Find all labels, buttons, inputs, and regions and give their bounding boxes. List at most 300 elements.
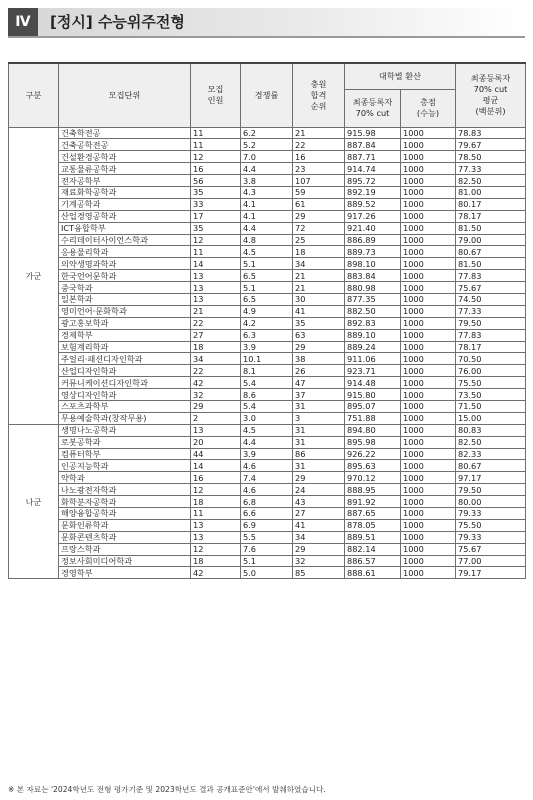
table-row (9, 341, 526, 353)
header-total: 총점 (수능) (401, 89, 456, 127)
percentile-avg: 75.67 (456, 543, 526, 555)
added-rank: 31 (293, 460, 345, 472)
final-cut-score: 915.80 (345, 389, 401, 401)
added-rank: 16 (293, 151, 345, 163)
group-label: 나군 (9, 424, 59, 579)
unit-name: 인공지능학과 (59, 460, 191, 472)
quota: 29 (191, 400, 241, 412)
competition-rate: 7.0 (241, 151, 293, 163)
table-row (9, 151, 526, 163)
competition-rate: 4.5 (241, 424, 293, 436)
header-final-cut: 최종등록자 70% cut (345, 89, 401, 127)
quota: 13 (191, 270, 241, 282)
competition-rate: 6.9 (241, 519, 293, 531)
total-score: 1000 (401, 186, 456, 198)
total-score: 1000 (401, 305, 456, 317)
quota: 35 (191, 222, 241, 234)
table-row (9, 329, 526, 341)
percentile-avg: 78.50 (456, 151, 526, 163)
unit-name: 나노광전자학과 (59, 484, 191, 496)
quota: 13 (191, 424, 241, 436)
total-score: 1000 (401, 234, 456, 246)
quota: 11 (191, 508, 241, 520)
competition-rate: 7.4 (241, 472, 293, 484)
table-row (9, 543, 526, 555)
percentile-avg: 97.17 (456, 472, 526, 484)
percentile-avg: 81.50 (456, 222, 526, 234)
footnote: ※ 본 자료는 '2024학년도 전형 평가기준 및 2023학년도 결과 공개표준안'에서 발췌하였습니다. (8, 785, 326, 794)
final-cut-score: 894.80 (345, 424, 401, 436)
table-row (9, 424, 526, 436)
quota: 13 (191, 519, 241, 531)
added-rank: 29 (293, 341, 345, 353)
table-row (9, 448, 526, 460)
unit-name: 산업경영공학과 (59, 210, 191, 222)
unit-name: 문화콘텐츠학과 (59, 531, 191, 543)
unit-name: 무용예술학과(창작무용) (59, 412, 191, 424)
table-row (9, 186, 526, 198)
final-cut-score: 886.57 (345, 555, 401, 567)
percentile-avg: 79.33 (456, 508, 526, 520)
group-label: 가군 (9, 127, 59, 424)
quota: 2 (191, 412, 241, 424)
unit-name: 문화인류학과 (59, 519, 191, 531)
competition-rate: 4.9 (241, 305, 293, 317)
total-score: 1000 (401, 151, 456, 163)
unit-name: 중국학과 (59, 282, 191, 294)
added-rank: 26 (293, 365, 345, 377)
table-row (9, 210, 526, 222)
quota: 32 (191, 389, 241, 401)
quota: 22 (191, 365, 241, 377)
total-score: 1000 (401, 531, 456, 543)
quota: 12 (191, 151, 241, 163)
competition-rate: 10.1 (241, 353, 293, 365)
competition-rate: 6.3 (241, 329, 293, 341)
table-row (9, 519, 526, 531)
total-score: 1000 (401, 424, 456, 436)
table-row (9, 222, 526, 234)
header-univ-score: 대학별 환산 (345, 63, 456, 89)
final-cut-score: 892.83 (345, 317, 401, 329)
final-cut-score: 882.50 (345, 305, 401, 317)
total-score: 1000 (401, 484, 456, 496)
quota: 13 (191, 293, 241, 305)
final-cut-score: 914.48 (345, 377, 401, 389)
quota: 18 (191, 341, 241, 353)
added-rank: 41 (293, 305, 345, 317)
added-rank: 41 (293, 519, 345, 531)
quota: 18 (191, 496, 241, 508)
competition-rate: 5.2 (241, 139, 293, 151)
competition-rate: 8.1 (241, 365, 293, 377)
table-row (9, 282, 526, 294)
unit-name: 보험계리학과 (59, 341, 191, 353)
section-title: [정시] 수능위주전형 (50, 13, 185, 31)
added-rank: 85 (293, 567, 345, 579)
final-cut-score: 883.84 (345, 270, 401, 282)
added-rank: 29 (293, 210, 345, 222)
percentile-avg: 79.00 (456, 234, 526, 246)
total-score: 1000 (401, 472, 456, 484)
added-rank: 22 (293, 139, 345, 151)
competition-rate: 4.1 (241, 198, 293, 210)
total-score: 1000 (401, 139, 456, 151)
unit-name: 주얼리·패션디자인학과 (59, 353, 191, 365)
section-number: Ⅳ (8, 8, 38, 36)
added-rank: 3 (293, 412, 345, 424)
added-rank: 21 (293, 282, 345, 294)
unit-name: 건축학전공 (59, 127, 191, 139)
unit-name: 건설환경공학과 (59, 151, 191, 163)
total-score: 1000 (401, 127, 456, 139)
added-rank: 31 (293, 436, 345, 448)
percentile-avg: 73.50 (456, 389, 526, 401)
unit-name: 경제학부 (59, 329, 191, 341)
unit-name: 건축공학전공 (59, 139, 191, 151)
table-row (9, 460, 526, 472)
percentile-avg: 79.67 (456, 139, 526, 151)
quota: 56 (191, 175, 241, 187)
unit-name: 정보사회미디어학과 (59, 555, 191, 567)
final-cut-score: 880.98 (345, 282, 401, 294)
final-cut-score: 923.71 (345, 365, 401, 377)
percentile-avg: 15.00 (456, 412, 526, 424)
header-added: 충원 합격 순위 (293, 63, 345, 127)
added-rank: 27 (293, 508, 345, 520)
unit-name: 해양융합공학과 (59, 508, 191, 520)
table-row (9, 496, 526, 508)
table-row (9, 555, 526, 567)
table-row (9, 246, 526, 258)
added-rank: 23 (293, 163, 345, 175)
total-score: 1000 (401, 293, 456, 305)
unit-name: 화학분자공학과 (59, 496, 191, 508)
final-cut-score: 891.92 (345, 496, 401, 508)
added-rank: 38 (293, 353, 345, 365)
unit-name: 의약생명과학과 (59, 258, 191, 270)
added-rank: 34 (293, 531, 345, 543)
final-cut-score: 888.95 (345, 484, 401, 496)
unit-name: 재료화학공학과 (59, 186, 191, 198)
added-rank: 18 (293, 246, 345, 258)
section-underline (8, 36, 525, 38)
unit-name: 영상디자인학과 (59, 389, 191, 401)
final-cut-score: 878.05 (345, 519, 401, 531)
competition-rate: 5.5 (241, 531, 293, 543)
unit-name: 광고홍보학과 (59, 317, 191, 329)
percentile-avg: 81.00 (456, 186, 526, 198)
competition-rate: 4.6 (241, 484, 293, 496)
added-rank: 34 (293, 258, 345, 270)
quota: 14 (191, 460, 241, 472)
added-rank: 31 (293, 424, 345, 436)
total-score: 1000 (401, 246, 456, 258)
percentile-avg: 77.00 (456, 555, 526, 567)
final-cut-score: 898.10 (345, 258, 401, 270)
percentile-avg: 79.50 (456, 484, 526, 496)
table-row (9, 258, 526, 270)
added-rank: 61 (293, 198, 345, 210)
competition-rate: 4.3 (241, 186, 293, 198)
unit-name: 스포츠과학부 (59, 400, 191, 412)
total-score: 1000 (401, 365, 456, 377)
header-unit: 모집단위 (59, 63, 191, 127)
quota: 21 (191, 305, 241, 317)
competition-rate: 3.9 (241, 448, 293, 460)
total-score: 1000 (401, 412, 456, 424)
quota: 13 (191, 282, 241, 294)
percentile-avg: 77.83 (456, 329, 526, 341)
competition-rate: 3.8 (241, 175, 293, 187)
quota: 16 (191, 472, 241, 484)
total-score: 1000 (401, 163, 456, 175)
table-row (9, 175, 526, 187)
percentile-avg: 75.50 (456, 519, 526, 531)
total-score: 1000 (401, 175, 456, 187)
quota: 44 (191, 448, 241, 460)
table-row (9, 436, 526, 448)
unit-name: 한국언어문학과 (59, 270, 191, 282)
quota: 42 (191, 377, 241, 389)
percentile-avg: 77.83 (456, 270, 526, 282)
table-row (9, 198, 526, 210)
added-rank: 37 (293, 389, 345, 401)
unit-name: 생명나노공학과 (59, 424, 191, 436)
total-score: 1000 (401, 353, 456, 365)
quota: 16 (191, 163, 241, 175)
table-body (9, 127, 526, 579)
competition-rate: 4.5 (241, 246, 293, 258)
table-row (9, 412, 526, 424)
competition-rate: 5.1 (241, 258, 293, 270)
unit-name: 전자공학부 (59, 175, 191, 187)
added-rank: 59 (293, 186, 345, 198)
quota: 33 (191, 198, 241, 210)
final-cut-score: 926.22 (345, 448, 401, 460)
final-cut-score: 887.65 (345, 508, 401, 520)
percentile-avg: 76.00 (456, 365, 526, 377)
final-cut-score: 889.52 (345, 198, 401, 210)
quota: 27 (191, 329, 241, 341)
percentile-avg: 79.50 (456, 317, 526, 329)
total-score: 1000 (401, 567, 456, 579)
table-row (9, 317, 526, 329)
table-row (9, 353, 526, 365)
table-row (9, 365, 526, 377)
total-score: 1000 (401, 389, 456, 401)
percentile-avg: 77.33 (456, 305, 526, 317)
final-cut-score: 751.88 (345, 412, 401, 424)
unit-name: 기계공학과 (59, 198, 191, 210)
total-score: 1000 (401, 519, 456, 531)
table-row (9, 293, 526, 305)
percentile-avg: 80.67 (456, 460, 526, 472)
percentile-avg: 78.83 (456, 127, 526, 139)
competition-rate: 6.5 (241, 293, 293, 305)
final-cut-score: 914.74 (345, 163, 401, 175)
competition-rate: 4.4 (241, 163, 293, 175)
table-row (9, 472, 526, 484)
unit-name: 컴퓨터학부 (59, 448, 191, 460)
final-cut-score: 895.72 (345, 175, 401, 187)
final-cut-score: 917.26 (345, 210, 401, 222)
quota: 13 (191, 531, 241, 543)
added-rank: 30 (293, 293, 345, 305)
percentile-avg: 82.33 (456, 448, 526, 460)
added-rank: 47 (293, 377, 345, 389)
final-cut-score: 892.19 (345, 186, 401, 198)
percentile-avg: 80.67 (456, 246, 526, 258)
header-division: 구분 (9, 63, 59, 127)
added-rank: 43 (293, 496, 345, 508)
header-competition: 경쟁률 (241, 63, 293, 127)
quota: 34 (191, 353, 241, 365)
unit-name: 커뮤니케이션디자인학과 (59, 377, 191, 389)
added-rank: 31 (293, 400, 345, 412)
total-score: 1000 (401, 460, 456, 472)
quota: 11 (191, 139, 241, 151)
total-score: 1000 (401, 508, 456, 520)
added-rank: 29 (293, 472, 345, 484)
table-row (9, 234, 526, 246)
unit-name: 로봇공학과 (59, 436, 191, 448)
total-score: 1000 (401, 198, 456, 210)
percentile-avg: 79.17 (456, 567, 526, 579)
added-rank: 86 (293, 448, 345, 460)
final-cut-score: 887.84 (345, 139, 401, 151)
final-cut-score: 882.14 (345, 543, 401, 555)
total-score: 1000 (401, 329, 456, 341)
competition-rate: 5.1 (241, 555, 293, 567)
final-cut-score: 889.10 (345, 329, 401, 341)
total-score: 1000 (401, 400, 456, 412)
final-cut-score: 911.06 (345, 353, 401, 365)
table-row (9, 531, 526, 543)
competition-rate: 4.6 (241, 460, 293, 472)
final-cut-score: 888.61 (345, 567, 401, 579)
quota: 42 (191, 567, 241, 579)
competition-rate: 6.5 (241, 270, 293, 282)
competition-rate: 5.0 (241, 567, 293, 579)
competition-rate: 4.4 (241, 222, 293, 234)
unit-name: 교통물류공학과 (59, 163, 191, 175)
quota: 35 (191, 186, 241, 198)
unit-name: 약학과 (59, 472, 191, 484)
final-cut-score: 886.89 (345, 234, 401, 246)
total-score: 1000 (401, 258, 456, 270)
final-cut-score: 889.73 (345, 246, 401, 258)
percentile-avg: 81.50 (456, 258, 526, 270)
added-rank: 63 (293, 329, 345, 341)
final-cut-score: 895.98 (345, 436, 401, 448)
added-rank: 72 (293, 222, 345, 234)
total-score: 1000 (401, 270, 456, 282)
percentile-avg: 75.50 (456, 377, 526, 389)
percentile-avg: 82.50 (456, 436, 526, 448)
admission-results-table (8, 62, 526, 579)
final-cut-score: 877.35 (345, 293, 401, 305)
percentile-avg: 80.00 (456, 496, 526, 508)
competition-rate: 3.9 (241, 341, 293, 353)
quota: 12 (191, 234, 241, 246)
competition-rate: 7.6 (241, 543, 293, 555)
table-row (9, 270, 526, 282)
percentile-avg: 74.50 (456, 293, 526, 305)
unit-name: 영미언어·문화학과 (59, 305, 191, 317)
competition-rate: 5.1 (241, 282, 293, 294)
percentile-avg: 78.17 (456, 210, 526, 222)
unit-name: 산업디자인학과 (59, 365, 191, 377)
final-cut-score: 970.12 (345, 472, 401, 484)
competition-rate: 6.8 (241, 496, 293, 508)
percentile-avg: 77.33 (456, 163, 526, 175)
competition-rate: 4.1 (241, 210, 293, 222)
quota: 12 (191, 543, 241, 555)
table-row (9, 163, 526, 175)
added-rank: 29 (293, 543, 345, 555)
header-percentile: 최종등록자 70% cut 평균 (백분위) (456, 63, 526, 127)
header-quota: 모집 인원 (191, 63, 241, 127)
quota: 20 (191, 436, 241, 448)
total-score: 1000 (401, 341, 456, 353)
total-score: 1000 (401, 210, 456, 222)
percentile-avg: 71.50 (456, 400, 526, 412)
quota: 14 (191, 258, 241, 270)
percentile-avg: 79.33 (456, 531, 526, 543)
competition-rate: 8.6 (241, 389, 293, 401)
table-row (9, 305, 526, 317)
quota: 17 (191, 210, 241, 222)
added-rank: 107 (293, 175, 345, 187)
unit-name: 응용물리학과 (59, 246, 191, 258)
unit-name: 프랑스학과 (59, 543, 191, 555)
final-cut-score: 915.98 (345, 127, 401, 139)
competition-rate: 4.8 (241, 234, 293, 246)
unit-name: 수리데이터사이언스학과 (59, 234, 191, 246)
percentile-avg: 70.50 (456, 353, 526, 365)
added-rank: 32 (293, 555, 345, 567)
competition-rate: 6.2 (241, 127, 293, 139)
percentile-avg: 80.17 (456, 198, 526, 210)
total-score: 1000 (401, 377, 456, 389)
added-rank: 21 (293, 270, 345, 282)
final-cut-score: 889.24 (345, 341, 401, 353)
table-row (9, 484, 526, 496)
added-rank: 24 (293, 484, 345, 496)
table-row (9, 400, 526, 412)
quota: 22 (191, 317, 241, 329)
total-score: 1000 (401, 436, 456, 448)
competition-rate: 4.2 (241, 317, 293, 329)
total-score: 1000 (401, 448, 456, 460)
final-cut-score: 889.51 (345, 531, 401, 543)
competition-rate: 6.6 (241, 508, 293, 520)
table-row (9, 139, 526, 151)
total-score: 1000 (401, 222, 456, 234)
competition-rate: 4.4 (241, 436, 293, 448)
section-header (8, 8, 525, 36)
total-score: 1000 (401, 555, 456, 567)
percentile-avg: 78.17 (456, 341, 526, 353)
quota: 11 (191, 246, 241, 258)
table-row (9, 377, 526, 389)
competition-rate: 3.0 (241, 412, 293, 424)
competition-rate: 5.4 (241, 400, 293, 412)
total-score: 1000 (401, 496, 456, 508)
total-score: 1000 (401, 543, 456, 555)
quota: 18 (191, 555, 241, 567)
